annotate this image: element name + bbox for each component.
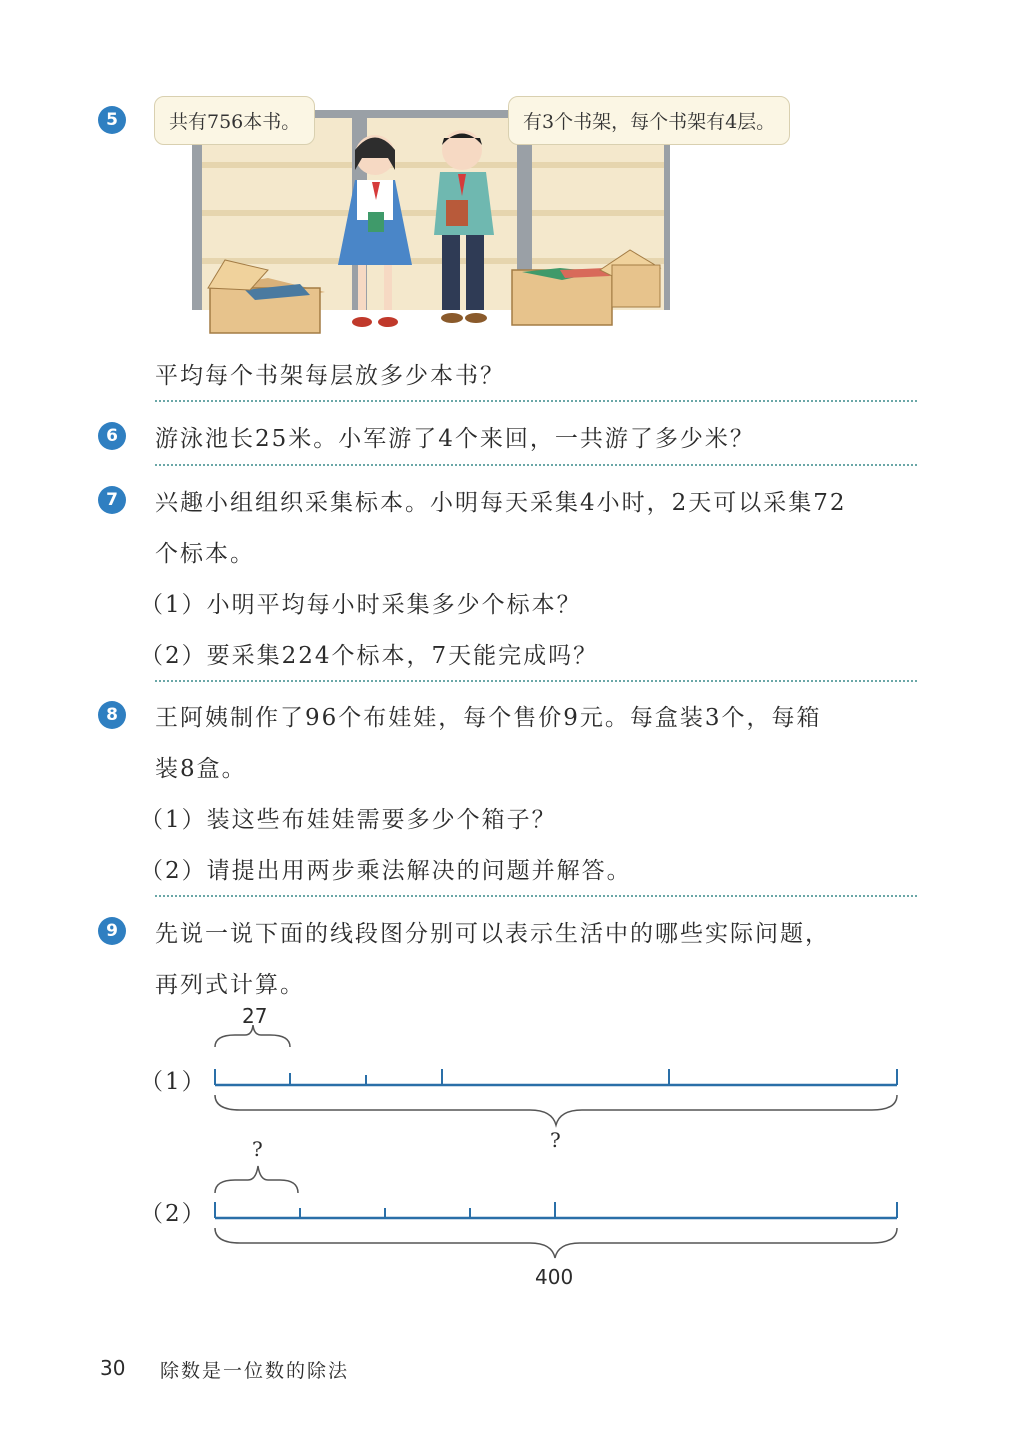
problem8-line1: 王阿姨制作了96个布娃娃，每个售价9元。每盒装3个，每箱 [155, 705, 822, 731]
problem6-text: 游泳池长25米。小军游了4个来回，一共游了多少米？ [155, 426, 755, 452]
diagram2-top-value: ? [252, 1137, 263, 1161]
problem-number-badge: 9 [98, 917, 126, 945]
problem-number-badge: 6 [98, 422, 126, 450]
diagram2-bottom-value: 400 [535, 1265, 574, 1289]
problem-number-badge: 7 [98, 486, 126, 514]
diagram1-top-value: 27 [242, 1004, 268, 1028]
bottom-brace [215, 1095, 897, 1125]
problem9-line1: 先说一说下面的线段图分别可以表示生活中的哪些实际问题， [155, 921, 830, 947]
divider [155, 400, 917, 402]
problem9-line2: 再列式计算。 [155, 972, 305, 998]
segment-ticks [215, 1202, 897, 1218]
diagram2-label: （2） [140, 1201, 207, 1227]
problem7-sub2: （2）要采集224个标本，7天能完成吗？ [140, 643, 599, 669]
page-number: 30 [100, 1356, 126, 1380]
problem5-question: 平均每个书架每层放多少本书？ [155, 363, 505, 389]
top-brace [215, 1025, 290, 1047]
divider [155, 680, 917, 682]
diagram1-bottom-value: ? [550, 1128, 561, 1152]
divider [155, 464, 917, 466]
speech-bubble-right: 有3个书架，每个书架有4层。 [508, 96, 790, 145]
line-segment-diagram-2 [200, 1158, 920, 1268]
problem-number-badge: 5 [98, 106, 126, 134]
bottom-brace [215, 1228, 897, 1258]
problem7-line2: 个标本。 [155, 541, 255, 567]
problem8-sub2: （2）请提出用两步乘法解决的问题并解答。 [140, 858, 632, 884]
problem7-sub1: （1）小明平均每小时采集多少个标本？ [140, 592, 582, 618]
problem-number-badge: 8 [98, 701, 126, 729]
diagram1-label: （1） [140, 1069, 207, 1095]
segment-ticks [215, 1069, 897, 1085]
problem8-sub1: （1）装这些布娃娃需要多少个箱子？ [140, 807, 557, 833]
speech-bubble-left: 共有756本书。 [154, 96, 315, 145]
line-segment-diagram-1 [200, 1025, 920, 1145]
top-brace [215, 1166, 298, 1193]
divider [155, 895, 917, 897]
problem7-line1: 兴趣小组组织采集标本。小明每天采集4小时，2天可以采集72 [155, 490, 847, 516]
problem8-line2: 装8盒。 [155, 756, 247, 782]
chapter-title: 除数是一位数的除法 [160, 1360, 350, 1382]
